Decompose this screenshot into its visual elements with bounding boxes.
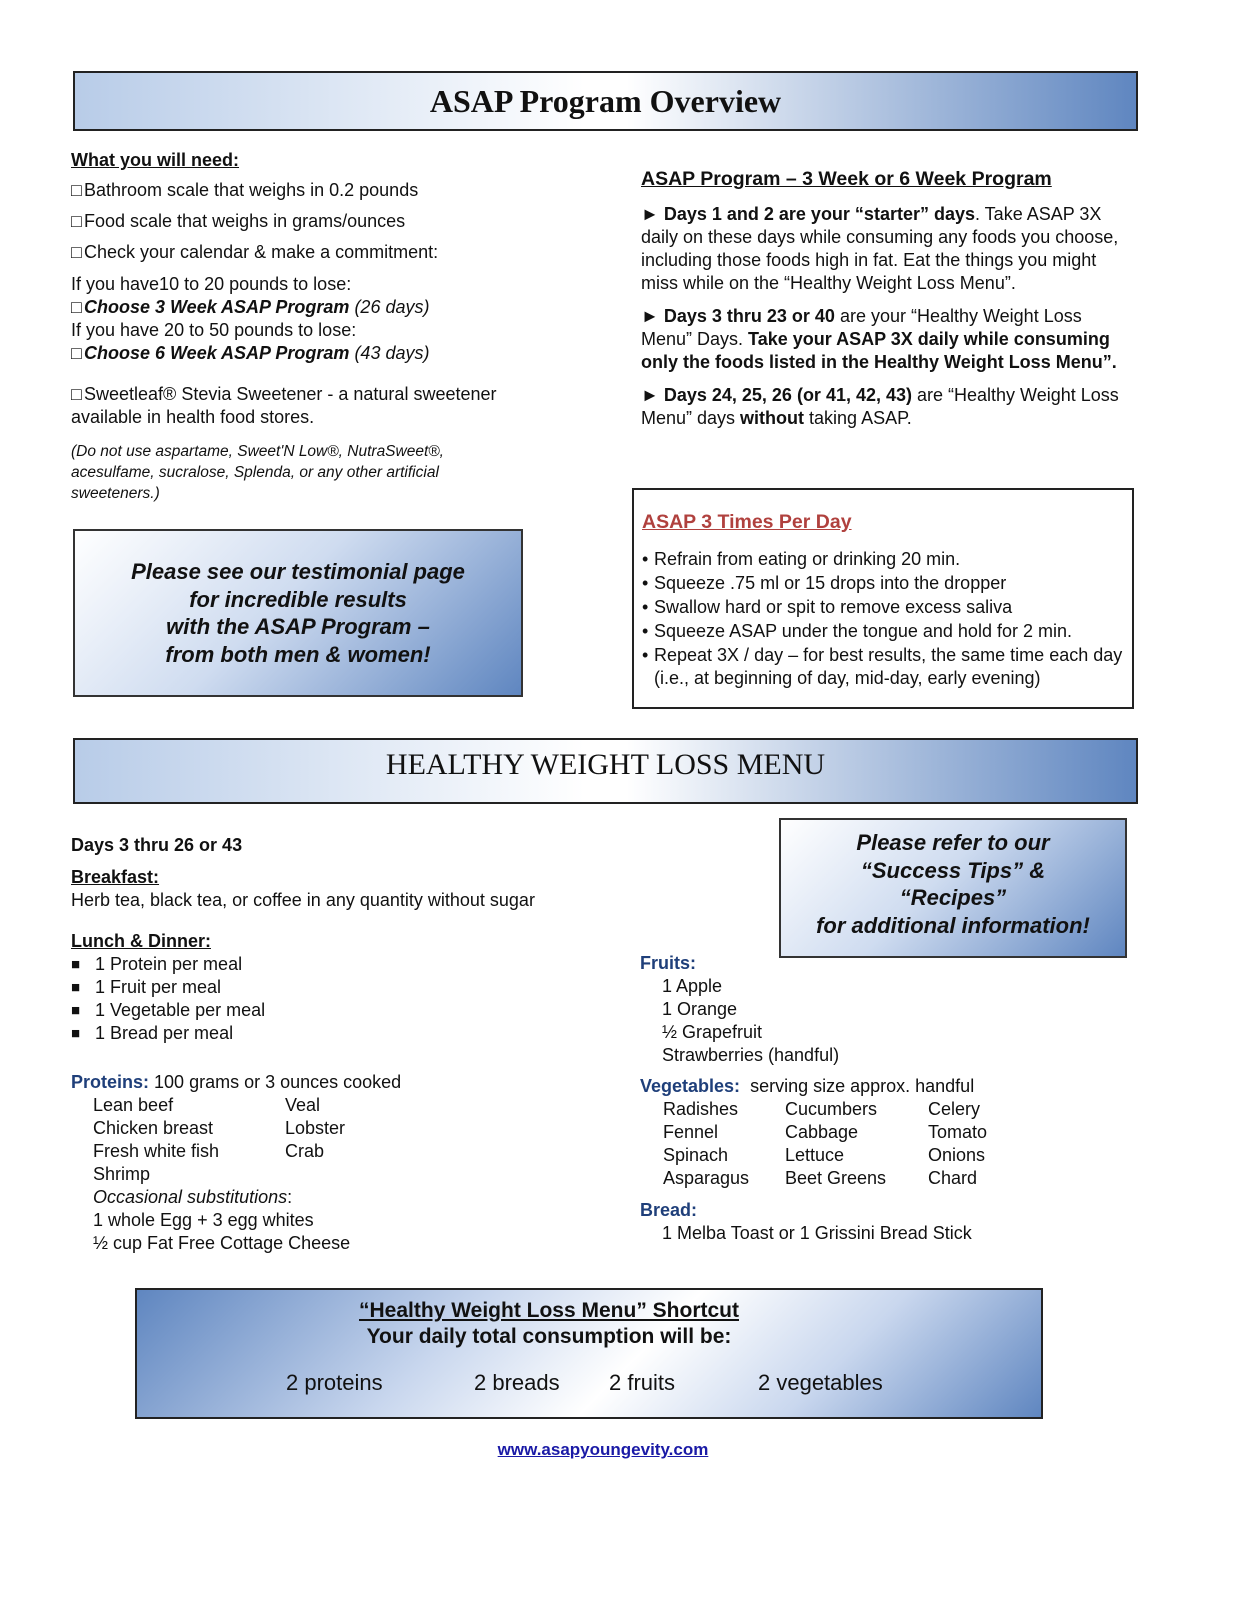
checkbox-icon: □ (71, 211, 82, 231)
shortcut-title: “Healthy Weight Loss Menu” Shortcut (359, 1299, 739, 1322)
proteins-list (71, 1094, 631, 1186)
occasional-heading: Occasional substitutions: (93, 1187, 293, 1207)
times-item: • Refrain from eating or drinking 20 min. (642, 549, 961, 569)
times-box (632, 488, 1134, 709)
protein-item: Crab (285, 1141, 325, 1161)
bullet-icon: • (642, 573, 649, 593)
shortcut-item: 2 proteins (286, 1370, 383, 1395)
vegetable-item: Lettuce (785, 1145, 845, 1165)
testimonial-callout (73, 529, 523, 697)
breakfast-heading: Breakfast: (71, 867, 160, 887)
bread-item: 1 Melba Toast or 1 Grissini Bread Stick (662, 1223, 972, 1243)
option2: □ Choose 6 Week ASAP Program (43 days) (71, 343, 430, 363)
checkbox-icon: □ (71, 343, 82, 363)
protein-item (285, 1163, 385, 1186)
breakfast-text: Herb tea, black tea, or coffee in any quantity without sugar (71, 890, 535, 910)
shortcut-subtitle: Your daily total consumption will be: (366, 1325, 732, 1348)
option1-intro: If you have10 to 20 pounds to lose: (71, 274, 352, 294)
program-section (641, 167, 1136, 440)
option2-intro: If you have 20 to 50 pounds to lose: (71, 320, 357, 340)
lunch-heading: Lunch & Dinner: (71, 931, 211, 951)
times-item: • Squeeze ASAP under the tongue and hold for 2 min. (642, 621, 1072, 641)
bullet-icon: • (642, 597, 649, 617)
refer-line: Please refer to our (856, 830, 1050, 855)
checkbox-icon: □ (71, 242, 82, 262)
occasional-item: 1 whole Egg + 3 egg whites (93, 1210, 314, 1230)
times-item: • Repeat 3X / day – for best results, the same time each day (i.e., at beginning of day, mid-day, early evening) (642, 645, 1123, 688)
vegetable-item: Tomato (928, 1122, 988, 1142)
vegetables-heading: Vegetables: serving size approx. handful (640, 1076, 975, 1096)
lunch-item: ■ 1 Vegetable per meal (71, 1000, 266, 1020)
bread-heading: Bread: (640, 1200, 698, 1220)
bullet-icon: • (642, 621, 649, 641)
vegetable-item: Asparagus (663, 1168, 750, 1188)
checkbox-icon: □ (71, 180, 82, 200)
square-bullet-icon: ■ (71, 1025, 81, 1042)
menu-title: HEALTHY WEIGHT LOSS MENU (385, 748, 826, 781)
square-bullet-icon: ■ (71, 979, 81, 996)
vegetable-item: Fennel (663, 1122, 719, 1142)
protein-item: Fresh white fish (93, 1141, 220, 1161)
vegetable-item: Cabbage (785, 1122, 859, 1142)
overview-banner (73, 71, 1138, 131)
refer-line: for additional information! (816, 912, 1090, 938)
needs-heading: What you will need: (71, 150, 240, 170)
vegetable-item: Celery (928, 1099, 981, 1119)
vegetable-item: Beet Greens (785, 1168, 887, 1188)
protein-item: Lean beef (93, 1095, 174, 1115)
vegetable-item: Spinach (663, 1145, 729, 1165)
menu-days: Days 3 thru 26 or 43 (71, 835, 243, 855)
fruit-item: 1 Apple (662, 976, 723, 996)
times-item: • Swallow hard or spit to remove excess saliva (642, 597, 1013, 617)
proteins-heading: Proteins: 100 grams or 3 ounces cooked (71, 1072, 402, 1092)
triangle-right-icon: ► (641, 306, 659, 326)
times-heading: ASAP 3 Times Per Day (642, 511, 852, 533)
program-paragraph: ► Days 1 and 2 are your “starter” days. Take ASAP 3X daily on these days while consuming any foods you choose, including those foods high in fat. Eat the things you might miss while on the “Healthy Weight Loss Menu”. (641, 204, 1119, 293)
sweetener-note: (Do not use aspartame, Sweet'N Low®, NutraSweet®, acesulfame, sucralose, Splenda, or any other artificial sweeteners.) (71, 443, 444, 502)
shortcut-item: 2 fruits (609, 1370, 676, 1395)
square-bullet-icon: ■ (71, 956, 81, 973)
square-bullet-icon: ■ (71, 1002, 81, 1019)
menu-banner (73, 738, 1138, 804)
shortcut-item: 2 vegetables (758, 1370, 883, 1395)
testimonial-line: with the ASAP Program – (166, 614, 430, 639)
fruit-item: 1 Orange (662, 999, 738, 1019)
vegetable-item: Radishes (663, 1099, 739, 1119)
shortcut-box (135, 1288, 1043, 1419)
protein-item: Veal (285, 1095, 321, 1115)
vegetable-item: Cucumbers (785, 1099, 878, 1119)
need-item: □ Food scale that weighs in grams/ounces (71, 211, 406, 231)
lunch-item: ■ 1 Protein per meal (71, 954, 243, 974)
refer-line: “Recipes” (899, 885, 1007, 910)
bullet-icon: • (642, 549, 649, 569)
protein-item: Shrimp (93, 1164, 151, 1184)
checkbox-icon: □ (71, 384, 82, 404)
triangle-right-icon: ► (641, 385, 659, 405)
checkbox-icon: □ (71, 297, 82, 317)
occasional-item: ½ cup Fat Free Cottage Cheese (93, 1233, 351, 1253)
bullet-icon: • (642, 645, 649, 665)
menu-right (640, 952, 1120, 1245)
menu-left (71, 834, 631, 1255)
need-item: □ Check your calendar & make a commitment: (71, 242, 439, 262)
testimonial-line: Please see our testimonial page (131, 559, 465, 584)
refer-callout (779, 818, 1127, 958)
testimonial-line: for incredible results (189, 586, 407, 612)
fruits-heading: Fruits: (640, 953, 696, 973)
lunch-item: ■ 1 Fruit per meal (71, 977, 222, 997)
option1: □ Choose 3 Week ASAP Program (26 days) (71, 297, 430, 317)
fruit-item: ½ Grapefruit (662, 1022, 763, 1042)
protein-item: Chicken breast (93, 1118, 214, 1138)
fruit-item: Strawberries (handful) (662, 1045, 840, 1065)
shortcut-item: 2 breads (474, 1370, 560, 1395)
lunch-item: ■ 1 Bread per meal (71, 1023, 234, 1043)
refer-line: “Success Tips” & (860, 857, 1046, 883)
overview-title: ASAP Program Overview (429, 83, 782, 119)
program-paragraph: ► Days 24, 25, 26 (or 41, 42, 43) are “Healthy Weight Loss Menu” days without taking ASAP. (641, 385, 1119, 428)
testimonial-line: from both men & women! (165, 641, 431, 667)
website-link[interactable]: www.asapyoungevity.com (497, 1440, 709, 1459)
protein-item: Lobster (285, 1118, 346, 1138)
footer (0, 1440, 1236, 1460)
program-heading: ASAP Program – 3 Week or 6 Week Program (641, 168, 1052, 190)
needs-section (71, 149, 541, 504)
triangle-right-icon: ► (641, 204, 659, 224)
vegetable-item: Chard (928, 1168, 978, 1188)
need-item: □ Bathroom scale that weighs in 0.2 pounds (71, 180, 419, 200)
vegetables-list (640, 1098, 1120, 1190)
vegetable-item: Onions (928, 1145, 986, 1165)
times-item: • Squeeze .75 ml or 15 drops into the dropper (642, 573, 1007, 593)
program-paragraph: ► Days 3 thru 23 or 40 are your “Healthy Weight Loss Menu” Days. Take your ASAP 3X daily while consuming only the foods listed in the Healthy Weight Loss Menu”. (641, 306, 1117, 372)
sweetener-item: □ Sweetleaf® Stevia Sweetener - a natural sweetener available in health food stores. (71, 384, 497, 427)
